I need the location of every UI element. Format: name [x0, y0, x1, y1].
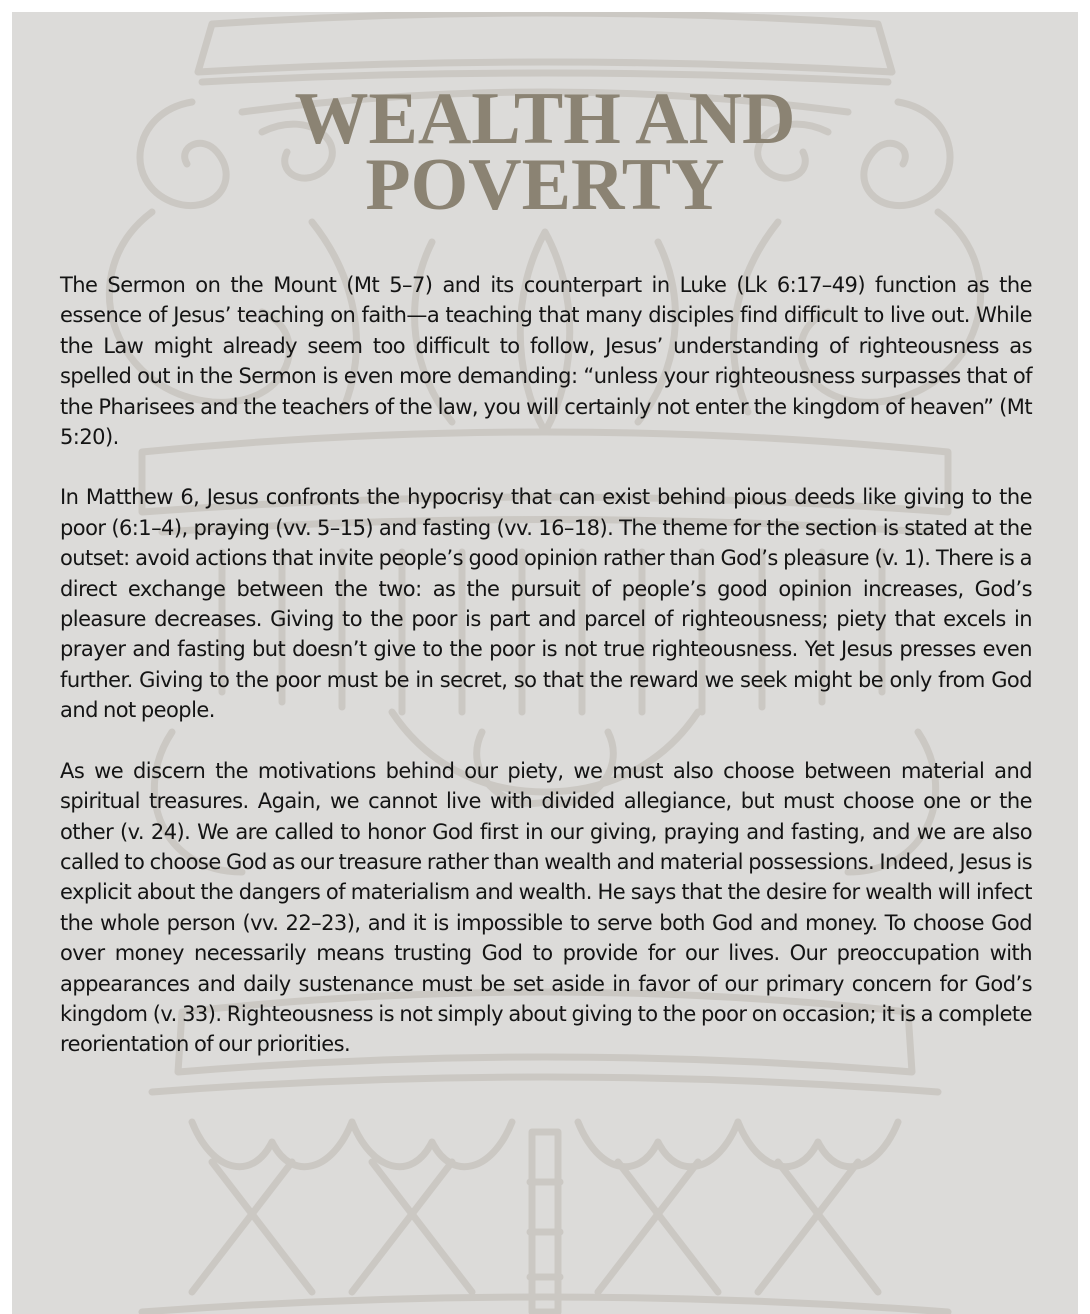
title-line-1: WEALTH AND — [294, 78, 796, 160]
paragraph-1: The Sermon on the Mount (Mt 5–7) and its counterpart in Luke (Lk 6:17–49) function as the essence of Jesus’ teaching on faith—a teaching that many disciples find difficult to live out. While the Law might already seem too difficult to follow, Jesus’ understanding of righteousness as spelled out in the Sermon is even more demanding: “unless your righteousness surpasses that of the Pharisees and the teachers of the law, you will certainly not enter the kingdom of heaven” (Mt 5:20). — [60, 273, 1032, 450]
page — [12, 12, 1078, 1314]
title-line-2: POVERTY — [365, 144, 725, 226]
page-title — [12, 78, 1078, 226]
article-body — [60, 270, 1032, 1090]
paragraph-2: In Matthew 6, Jesus confronts the hypocrisy that can exist behind pious deeds like giving to the poor (6:1–4), praying (vv. 5–15) and fasting (vv. 16–18). The theme for the section is stated at the outset: avoid actions that invite people’s good opinion rather than God’s pleasure (v. 1). There is a direct exchange between the two: as the pursuit of people’s good opinion increases, God’s pleasure decreases. Giving to the poor is part and parcel of righteousness; piety that excels in prayer and fasting but doesn’t give to the poor is not true righteousness. Yet Jesus presses even further. Giving to the poor must be in secret, so that the reward we seek might be only from God and not people. — [60, 485, 1032, 723]
paragraph-3: As we discern the motivations behind our piety, we must also choose between material and spiritual treasures. Again, we cannot live with divided allegiance, but must choose one or the other (v. 24). We are called to honor God first in our giving, praying and fasting, and we are also called to choose God as our treasure rather than wealth and material possessions. Indeed, Jesus is explicit about the dangers of materialism and wealth. He says that the desire for wealth will infect the whole person (vv. 22–23), and it is impossible to serve both God and money. To choose God over money necessarily means trusting God to provide for our lives. Our preoccupation with appearances and daily sustenance must be set aside in favor of our primary concern for God’s kingdom (v. 33). Righteousness is not simply about giving to the poor on occasion; it is a complete reorientation of our priorities. — [60, 758, 1032, 1057]
